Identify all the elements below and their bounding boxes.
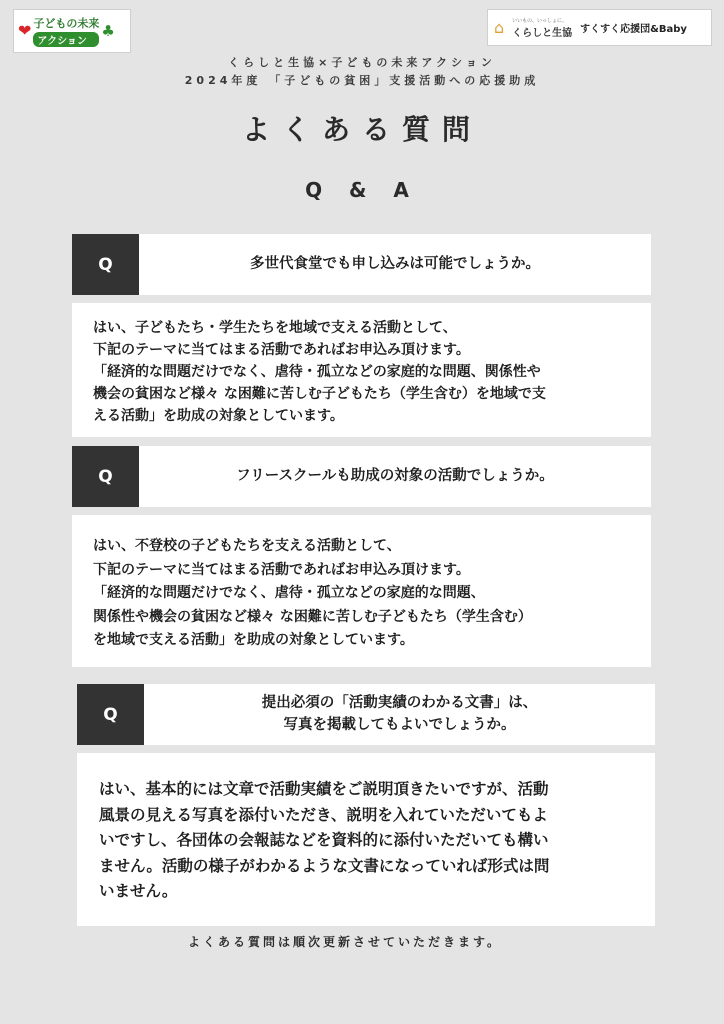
question-text: 多世代食堂でも申し込みは可能でしょうか。 xyxy=(250,255,540,272)
partner-logos xyxy=(487,9,712,46)
footer-note: よくある質問は順次更新させていただきます。 xyxy=(187,935,503,949)
answer-text: はい、子どもたち・学生たちを地域で支える活動として、 下記のテーマに当てはまる活動であればお申込み頂けます。 「経済的な問題だけでなく、虐待・孤立などの家庭的な問題、関係性や 機会の貧困など様々 な困難に苦しむ子どもたち（学生含む）を地域で支 える活動」を助成の対象としています。 xyxy=(93,320,546,425)
qa-heading: Q & A xyxy=(305,178,419,202)
house-icon: ⌂ xyxy=(494,18,505,37)
answer-text: はい、基本的には文章で活動実績をご説明頂きたいですが、活動 風景の見える写真を添付いただき、説明を入れていただいてもよ いですし、各団体の会報誌などを資料的に添付いただいても構い ません。活動の様子がわかるような文書になっていれば形式は問 いません。 xyxy=(99,780,550,901)
heart-icon: ❤ xyxy=(18,21,32,40)
q-badge: Q xyxy=(72,234,139,295)
q-badge: Q xyxy=(77,684,144,745)
faq-question-2 xyxy=(72,446,651,507)
subtitle-program: 2024年度 「子どもの貧困」支援活動への応援助成 xyxy=(184,74,540,87)
logo-left-line1: 子どもの未来 xyxy=(33,17,100,30)
faq-question-3 xyxy=(77,684,655,745)
sukusuku-ouendan-logo: すくすく応援団&Baby xyxy=(580,24,687,35)
faq-answer-1 xyxy=(72,303,651,437)
kodomo-mirai-action-logo xyxy=(13,9,131,53)
question-text: 提出必須の「活動実績のわかる文書」は、 写真を掲載してもよいでしょうか。 xyxy=(261,694,538,733)
page-title: よくある質問 xyxy=(241,113,482,146)
tree-icon: ♣ xyxy=(101,22,115,40)
faq-answer-2 xyxy=(72,515,651,667)
kurashi-tagline: いいもの、いっしょに。 xyxy=(512,17,567,24)
q-badge: Q xyxy=(72,446,139,507)
answer-text: はい、不登校の子どもたちを支える活動として、 下記のテーマに当てはまる活動であればお申込み頂けます。 「経済的な問題だけでなく、虐待・孤立などの家庭的な問題、 関係性や機会の貧困など様々 な困難に苦しむ子どもたち（学生含む） を地域で支える活動」を助成の対象としています。 xyxy=(93,538,532,649)
question-text: フリースクールも助成の対象の活動でしょうか。 xyxy=(236,467,554,484)
faq-question-1 xyxy=(72,234,651,295)
logo-left-line2: アクション xyxy=(33,32,99,47)
kurashi-seikyo-logo: くらしと生協 xyxy=(512,27,573,39)
subtitle-organizers: くらしと生協×子どもの未来アクション xyxy=(228,56,496,69)
faq-answer-3 xyxy=(77,753,655,926)
